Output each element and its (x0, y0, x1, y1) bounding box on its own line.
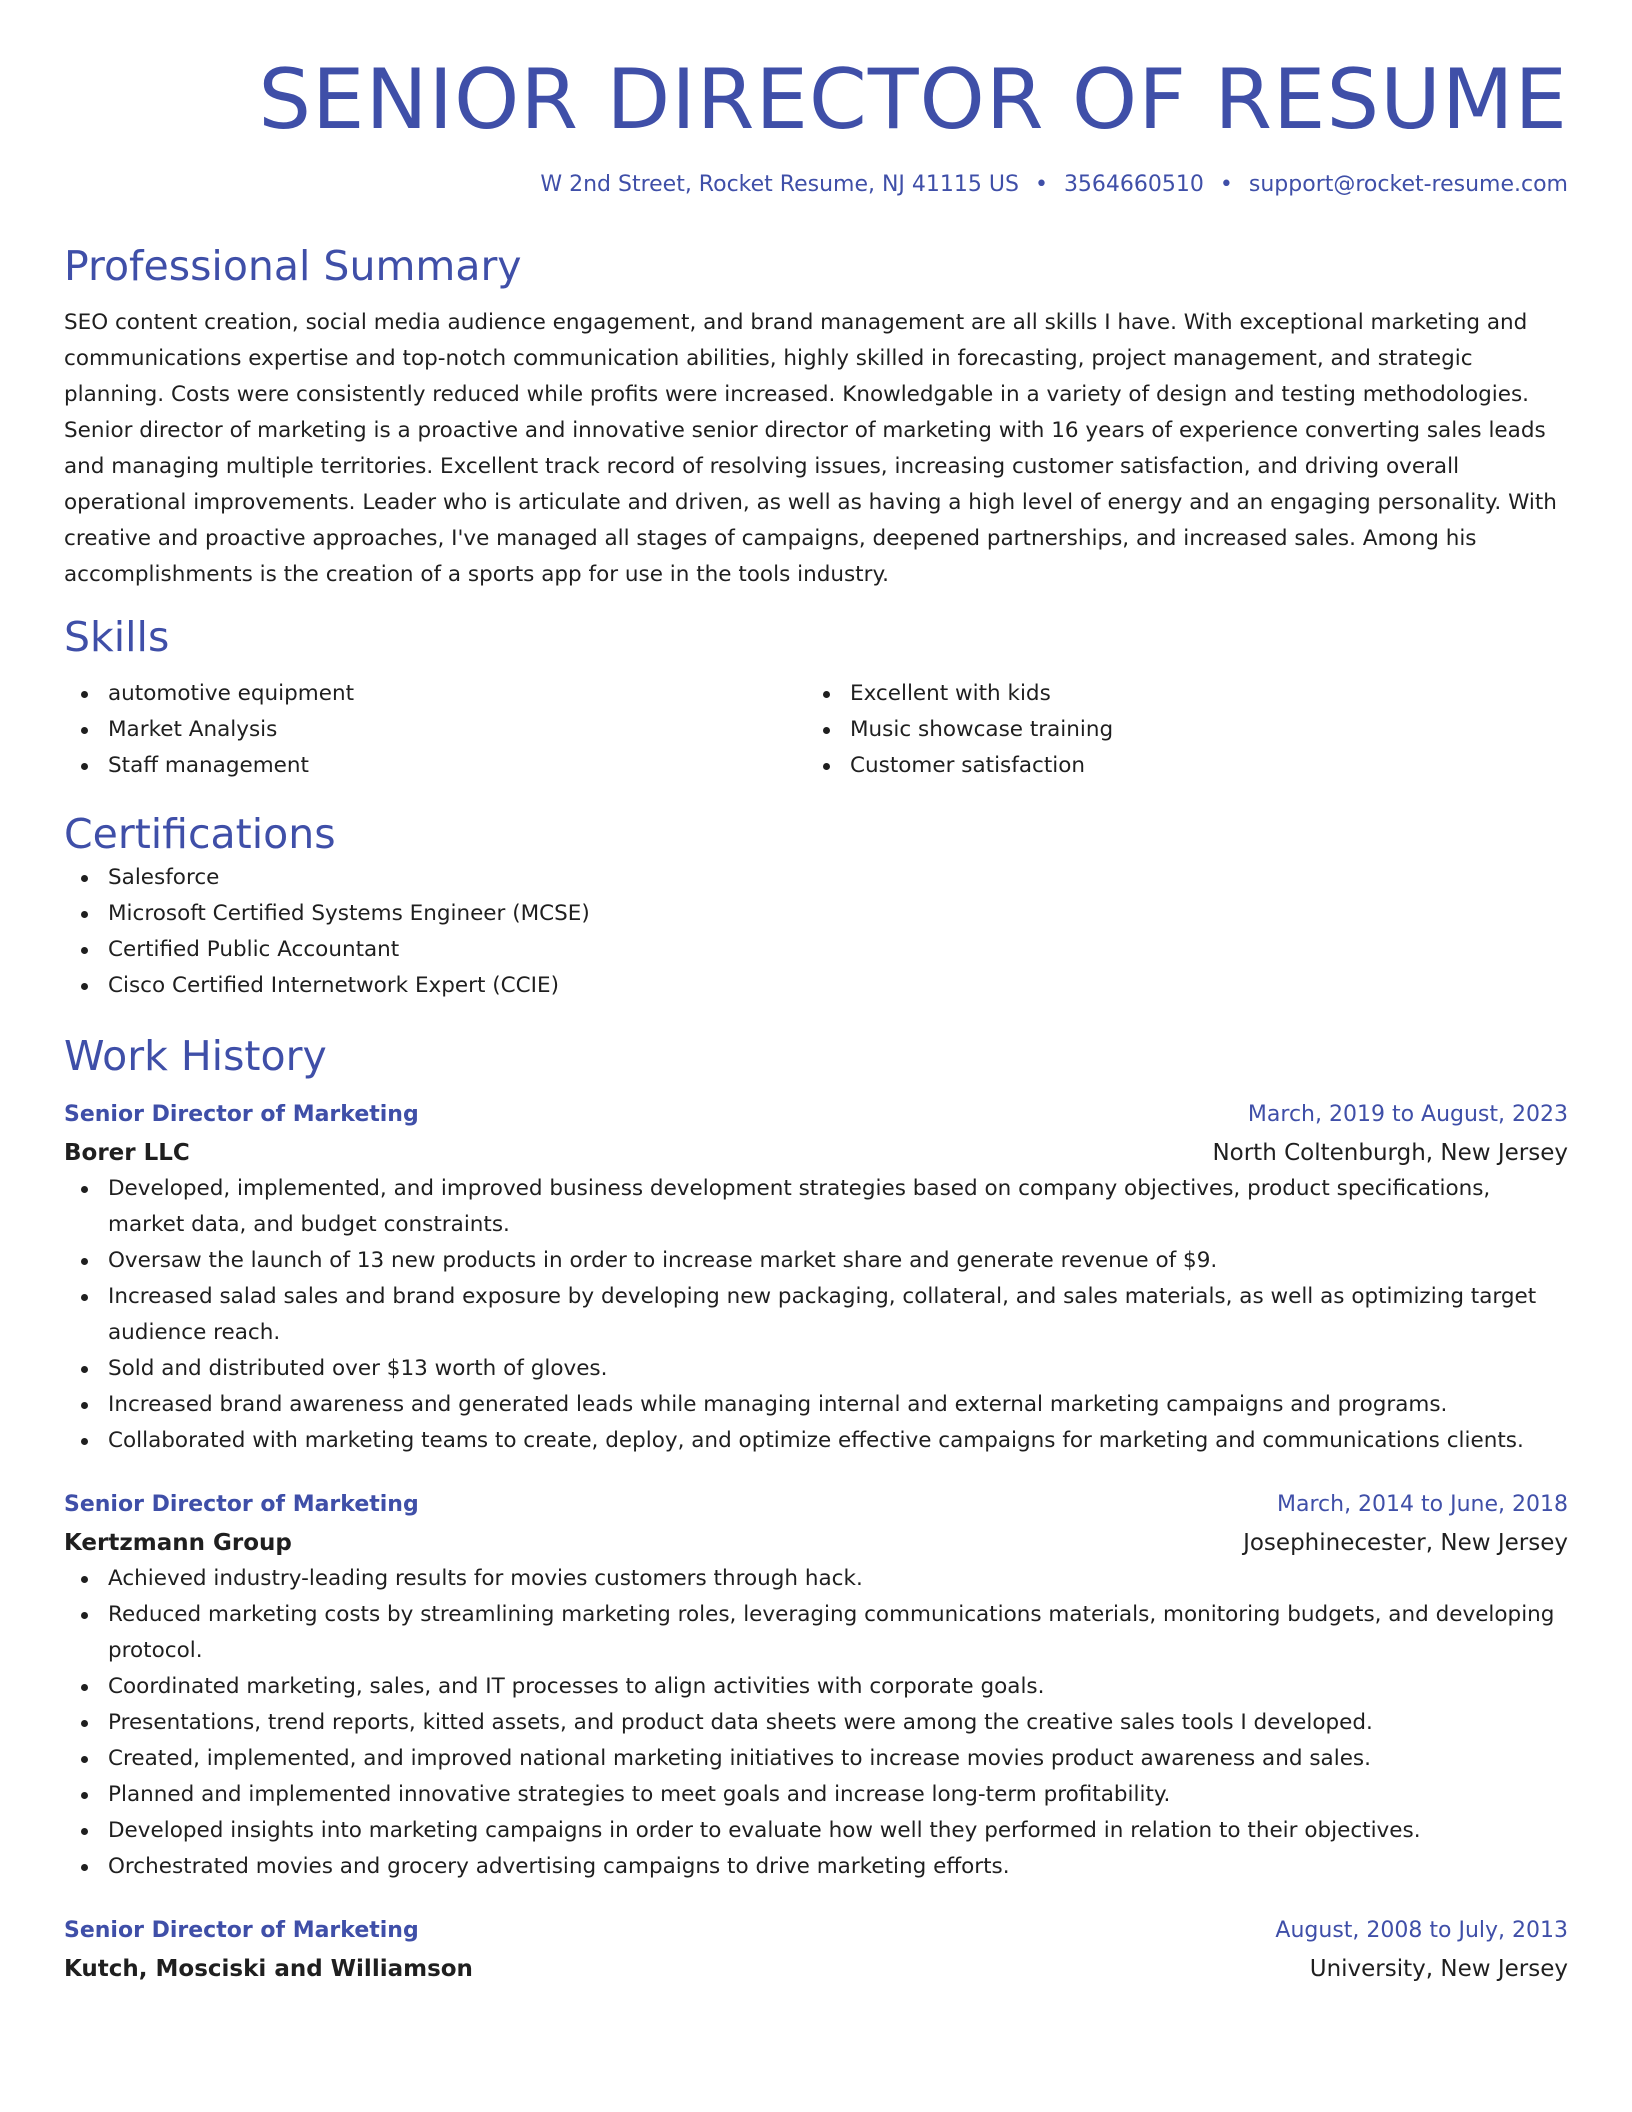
contact-phone: 3564660510 (1063, 172, 1204, 198)
job-bullet: Sold and distributed over $13 worth of gloves. (108, 1351, 1568, 1387)
contact-address: W 2nd Street, Rocket Resume, NJ 41115 US (540, 172, 1019, 198)
skill-item: Market Analysis (108, 712, 806, 748)
contact-line (64, 171, 1568, 200)
job-dates: March, 2019 to August, 2023 (1247, 1101, 1568, 1127)
job-company: Borer LLC (64, 1139, 190, 1166)
certifications-section (64, 810, 1568, 1003)
contact-separator: • (1034, 172, 1048, 198)
job-bullets (64, 1561, 1568, 1885)
job-bullet: Developed insights into marketing campaigns in order to evaluate how well they performed in relation to their objectives. (108, 1813, 1568, 1849)
certification-item: Salesforce (108, 860, 1568, 896)
contact-email[interactable]: support@rocket-resume.com (1248, 172, 1568, 198)
skills-column-left (64, 676, 806, 784)
work-history-section (64, 1032, 1568, 1987)
summary-heading: Professional Summary (64, 242, 522, 291)
job-bullet: Planned and implemented innovative strategies to meet goals and increase long-term profitability. (108, 1777, 1568, 1813)
skill-item: Staff management (108, 748, 806, 784)
job-bullet: Oversaw the launch of 13 new products in order to increase market share and generate revenue of $9. (108, 1243, 1568, 1279)
certification-item: Certified Public Accountant (108, 932, 1568, 968)
job-bullet: Presentations, trend reports, kitted assets, and product data sheets were among the creative sales tools I developed. (108, 1705, 1568, 1741)
job-location: University, New Jersey (1309, 1955, 1568, 1982)
job-bullet: Reduced marketing costs by streamlining marketing roles, leveraging communications materials, monitoring budgets, and developing protocol. (108, 1597, 1568, 1669)
skill-item: Music showcase training (850, 712, 1548, 748)
skills-column-right (806, 676, 1548, 784)
work-history-heading: Work History (64, 1031, 327, 1080)
job-bullet: Collaborated with marketing teams to create, deploy, and optimize effective campaigns for marketing and communications clients. (108, 1423, 1568, 1459)
job-location: North Coltenburgh, New Jersey (1212, 1139, 1568, 1166)
job-title: Senior Director of Marketing (64, 1101, 419, 1127)
certifications-list (64, 860, 1568, 1004)
skill-item: Customer satisfaction (850, 748, 1548, 784)
job-entry (64, 1915, 1568, 1987)
job-dates: August, 2008 to July, 2013 (1275, 1917, 1568, 1943)
job-title: Senior Director of Marketing (64, 1917, 419, 1943)
certifications-heading: Certifications (64, 810, 336, 859)
skill-item: automotive equipment (108, 676, 806, 712)
job-bullet: Orchestrated movies and grocery advertising campaigns to drive marketing efforts. (108, 1849, 1568, 1885)
job-bullet: Developed, implemented, and improved business development strategies based on company objectives, product specifications, market data, and budget constraints. (108, 1171, 1568, 1243)
contact-separator: • (1219, 172, 1233, 198)
job-bullet: Increased salad sales and brand exposure by developing new packaging, collateral, and sales materials, as well as optimizing target audience reach. (108, 1279, 1568, 1351)
summary-text: SEO content creation, social media audience engagement, and brand management are all skills I have. With exceptional marketing and communications expertise and top-notch communication abilities, highly skilled in forecasting, project management, and strategic planning. Costs were consistently reduced while profits were increased. Knowledgable in a variety of design and testing methodologies. Senior director of marketing is a proactive and innovative senior director of marketing with 16 years of experience converting sales leads and managing multiple territories. Excellent track record of resolving issues, increasing customer satisfaction, and driving overall operational improvements. Leader who is articulate and driven, as well as having a high level of energy and an engaging personality. With creative and proactive approaches, I've managed all stages of campaigns, deepened partnerships, and increased sales. Among his accomplishments is the creation of a sports app for use in the tools industry. (64, 310, 1557, 588)
skills-section (64, 613, 1568, 784)
job-title: Senior Director of Marketing (64, 1491, 419, 1517)
job-bullet: Achieved industry-leading results for movies customers through hack. (108, 1561, 1568, 1597)
skills-heading: Skills (64, 613, 170, 662)
summary-section (64, 242, 1568, 593)
job-bullet: Created, implemented, and improved national marketing initiatives to increase movies product awareness and sales. (108, 1741, 1568, 1777)
job-entry (64, 1489, 1568, 1885)
job-bullet: Increased brand awareness and generated leads while managing internal and external marketing campaigns and programs. (108, 1387, 1568, 1423)
certification-item: Microsoft Certified Systems Engineer (MCSE) (108, 896, 1568, 932)
skill-item: Excellent with kids (850, 676, 1548, 712)
job-entry (64, 1099, 1568, 1459)
job-company: Kertzmann Group (64, 1529, 292, 1556)
certification-item: Cisco Certified Internetwork Expert (CCIE) (108, 968, 1568, 1004)
job-dates: March, 2014 to June, 2018 (1277, 1491, 1568, 1517)
job-bullet: Coordinated marketing, sales, and IT processes to align activities with corporate goals. (108, 1669, 1568, 1705)
skills-grid (64, 676, 1568, 784)
resume-title: SENIOR DIRECTOR OF RESUME (258, 51, 1568, 148)
job-bullets (64, 1171, 1568, 1459)
job-location: Josephinecester, New Jersey (1243, 1529, 1568, 1556)
job-company: Kutch, Mosciski and Williamson (64, 1955, 473, 1982)
